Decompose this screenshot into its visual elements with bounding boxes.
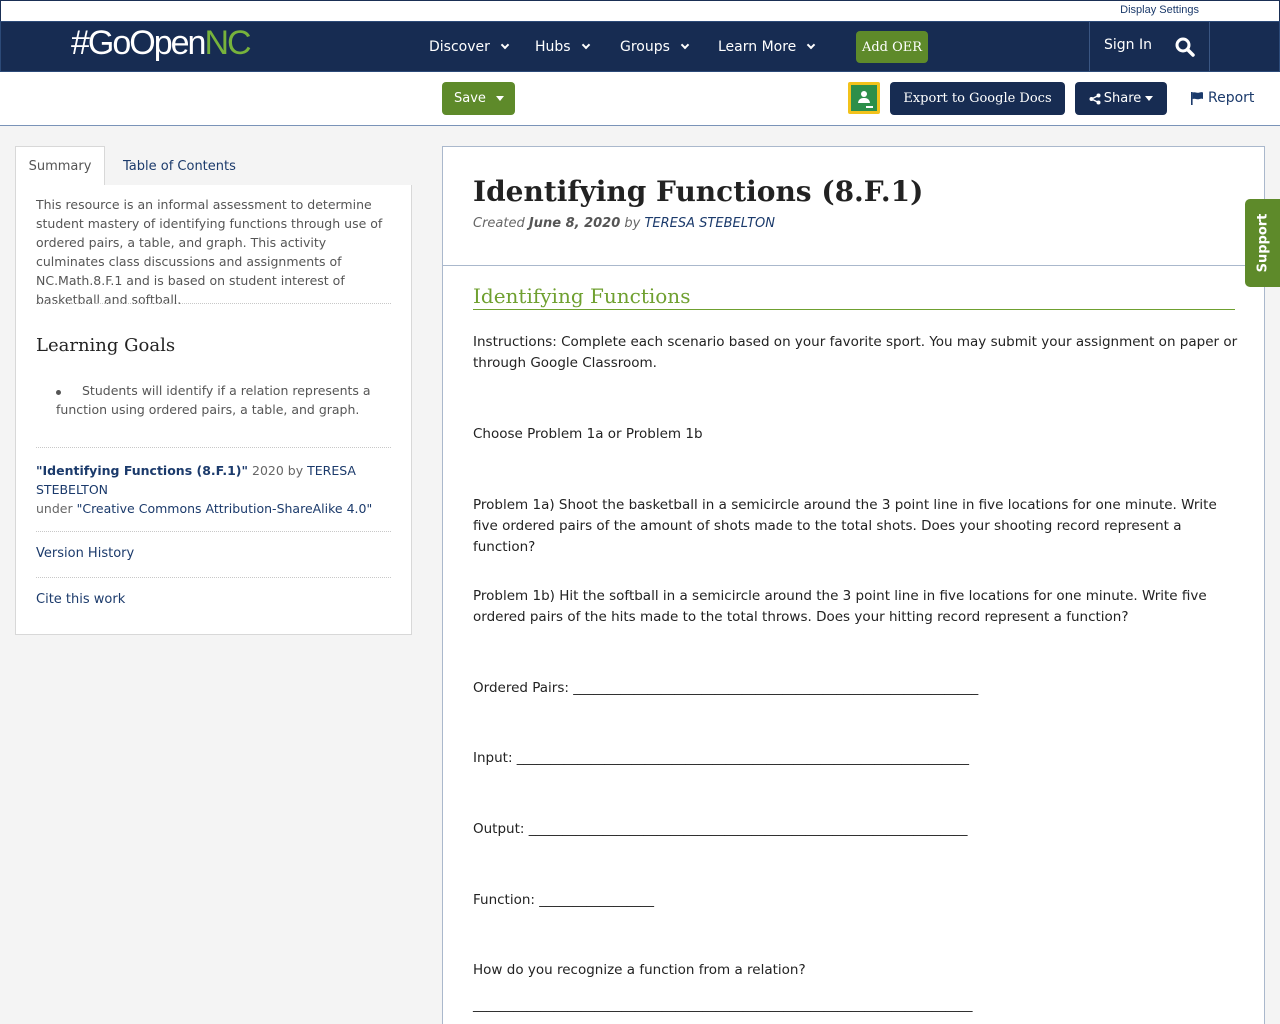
share-label: Share	[1103, 91, 1142, 106]
nav-hubs[interactable]	[535, 22, 589, 71]
created-date: June 8, 2020	[528, 216, 621, 231]
attribution-title[interactable]: "Identifying Functions (8.F.1)"	[36, 463, 249, 478]
learning-goals-heading: Learning Goals	[36, 335, 176, 356]
problem-1b-paragraph: Problem 1b) Hit the softball in a semicircle around the 3 point line in five locations for one minute. Write five ordered pairs of the hits made to the total throws. Does your hitting record represent a function?	[473, 588, 1207, 625]
section-heading: Identifying Functions	[473, 284, 691, 308]
choose-paragraph: Choose Problem 1a or Problem 1b	[473, 426, 703, 442]
caret-down-icon	[1145, 96, 1153, 101]
divider	[443, 265, 1264, 266]
nav-label: Hubs	[535, 38, 571, 55]
nav-groups[interactable]	[620, 22, 688, 71]
resource-meta	[473, 216, 775, 231]
chevron-down-icon	[807, 40, 815, 48]
chevron-down-icon	[581, 40, 589, 48]
license-link[interactable]: "Creative Commons Attribution-ShareAlike 4.0"	[76, 501, 373, 516]
logo-text: #GoOpen	[71, 24, 205, 62]
ordered-pairs-line: Ordered Pairs: ____________________________________________________________	[473, 680, 979, 696]
tab-table-of-contents[interactable]: Table of Contents	[123, 158, 236, 174]
tab-summary[interactable]: Summary	[15, 146, 105, 186]
output-line: Output: _________________________________________________________________	[473, 821, 968, 837]
answer-line: __________________________________________________________________________	[473, 997, 973, 1013]
input-line: Input: ___________________________________________________________________	[473, 750, 970, 766]
divider	[36, 531, 391, 532]
google-classroom-icon[interactable]	[848, 82, 880, 114]
question-paragraph: How do you recognize a function from a relation?	[473, 962, 806, 978]
share-icon	[1089, 93, 1101, 105]
nav-label: Groups	[620, 38, 670, 55]
site-header	[0, 21, 1280, 72]
header-divider	[1209, 22, 1210, 71]
support-label: Support	[1255, 213, 1270, 273]
instructions-paragraph: Instructions: Complete each scenario based on your favorite sport. You may submit your assignment on paper or through Google Classroom.	[473, 334, 1238, 371]
divider	[36, 447, 391, 448]
cite-link[interactable]: Cite this work	[36, 592, 126, 607]
share-button[interactable]	[1075, 82, 1167, 115]
site-logo[interactable]	[71, 24, 250, 63]
summary-text: This resource is an informal assessment to determine student mastery of identifying functions through use of ordered pairs, a table, and graph. This activity culminates class discussions and assignments of NC.Math.8.F.1 and is based on student interest of basketball and softball.	[36, 197, 383, 307]
attribution-year: 2020 by	[248, 463, 308, 478]
divider	[36, 577, 391, 578]
function-line: Function: _________________	[473, 892, 655, 908]
version-history-link[interactable]: Version History	[36, 546, 135, 561]
save-label: Save	[454, 91, 486, 106]
chevron-down-icon	[681, 40, 689, 48]
report-button[interactable]	[1190, 90, 1254, 106]
nav-label: Discover	[429, 38, 490, 55]
header-divider	[1089, 22, 1090, 71]
chevron-down-icon	[501, 40, 509, 48]
search-icon[interactable]	[1175, 37, 1195, 57]
section-rule	[473, 309, 1235, 310]
support-tab[interactable]	[1245, 199, 1280, 287]
attribution	[36, 461, 386, 518]
nav-discover[interactable]	[429, 22, 508, 71]
resource-toolbar	[0, 72, 1280, 126]
sidebar-tabs	[15, 146, 412, 186]
nav-learn-more[interactable]	[718, 22, 814, 71]
export-google-docs-button[interactable]: Export to Google Docs	[890, 82, 1065, 115]
utility-bar	[0, 0, 1280, 21]
logo-accent: NC	[204, 24, 250, 62]
created-label: Created	[473, 216, 529, 231]
divider	[36, 303, 391, 304]
save-button[interactable]	[442, 82, 515, 115]
problem-1a-paragraph: Problem 1a) Shoot the basketball in a semicircle around the 3 point line in five locations for one minute. Write five ordered pairs of the amount of shots made to the total shots. Does your shooting record represent a function?	[473, 497, 1217, 555]
attribution-author-link[interactable]: TERESA STEBELTON	[36, 463, 356, 497]
page-title: Identifying Functions (8.F.1)	[473, 175, 924, 208]
flag-icon	[1190, 91, 1204, 105]
learning-goal-text: Students will identify if a relation represents a function using ordered pairs, a table, and graph.	[56, 383, 371, 417]
author-link[interactable]: TERESA STEBELTON	[644, 216, 775, 231]
resource-content	[442, 146, 1265, 1024]
sign-in-link[interactable]: Sign In	[1104, 37, 1152, 53]
add-oer-button[interactable]: Add OER	[856, 31, 928, 63]
by-label: by	[620, 216, 645, 231]
nav-label: Learn More	[718, 38, 797, 55]
display-settings-link[interactable]: Display Settings	[1120, 4, 1199, 16]
sidebar-panel	[15, 185, 412, 635]
caret-down-icon	[496, 96, 504, 101]
report-label: Report	[1208, 90, 1255, 106]
learning-goal-item	[56, 381, 386, 419]
attribution-under: under	[36, 501, 77, 516]
